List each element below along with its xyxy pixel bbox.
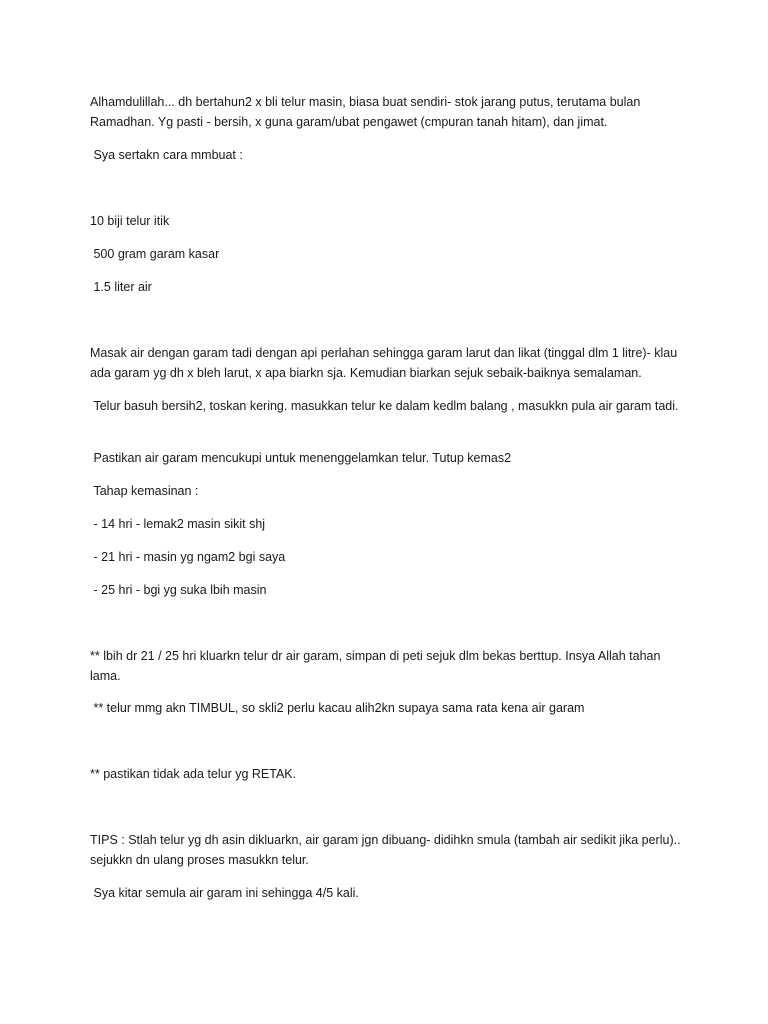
- saltiness-heading: Tahap kemasinan :: [90, 484, 199, 498]
- tips-paragraph: TIPS : Stlah telur yg dh asin dikluarkn, air garam jgn dibuang- didihkn smula (tambah air sedikit jika perlu).. sejukkn dn ulang proses masukkn telur.: [90, 833, 685, 867]
- saltiness-21-days: - 21 hri - masin yg ngam2 bgi saya: [90, 550, 286, 564]
- note-floating-eggs: ** telur mmg akn TIMBUL, so skli2 perlu kacau alih2kn supaya sama rata kena air garam: [90, 701, 585, 715]
- method-intro-line: Sya sertakn cara mmbuat :: [90, 148, 243, 162]
- reuse-brine-line: Sya kitar semula air garam ini sehingga 4/5 kali.: [90, 886, 359, 900]
- step-wash-paragraph: Telur basuh bersih2, toskan kering. masukkan telur ke dalam kedlm balang , masukkn pula air garam tadi.: [90, 399, 679, 413]
- note-storage: ** lbih dr 21 / 25 hri kluarkn telur dr air garam, simpan di peti sejuk dlm bekas berttup. Insya Allah tahan lama.: [90, 649, 664, 683]
- ingredient-eggs: 10 biji telur itik: [90, 214, 170, 228]
- ingredient-water: 1.5 liter air: [90, 280, 152, 294]
- saltiness-14-days: - 14 hri - lemak2 masin sikit shj: [90, 517, 266, 531]
- ingredient-salt: 500 gram garam kasar: [90, 247, 220, 261]
- note-cracked-eggs: ** pastikan tidak ada telur yg RETAK.: [90, 767, 297, 781]
- step-boil-paragraph: Masak air dengan garam tadi dengan api perlahan sehingga garam larut dan likat (tinggal dlm 1 litre)- klau ada garam yg dh x bleh larut, x apa biarkn sja. Kemudian biarkan sejuk sebaik-baiknya semalaman.: [90, 346, 681, 380]
- intro-paragraph: Alhamdulillah... dh bertahun2 x bli telur masin, biasa buat sendiri- stok jarang putus, terutama bulan Ramadhan. Yg pasti - bersih, x guna garam/ubat pengawet (cmpuran tanah hitam), dan jimat.: [90, 95, 644, 129]
- saltiness-25-days: - 25 hri - bgi yg suka lbih masin: [90, 583, 267, 597]
- step-cover-line: Pastikan air garam mencukupi untuk menenggelamkan telur. Tutup kemas2: [90, 451, 512, 465]
